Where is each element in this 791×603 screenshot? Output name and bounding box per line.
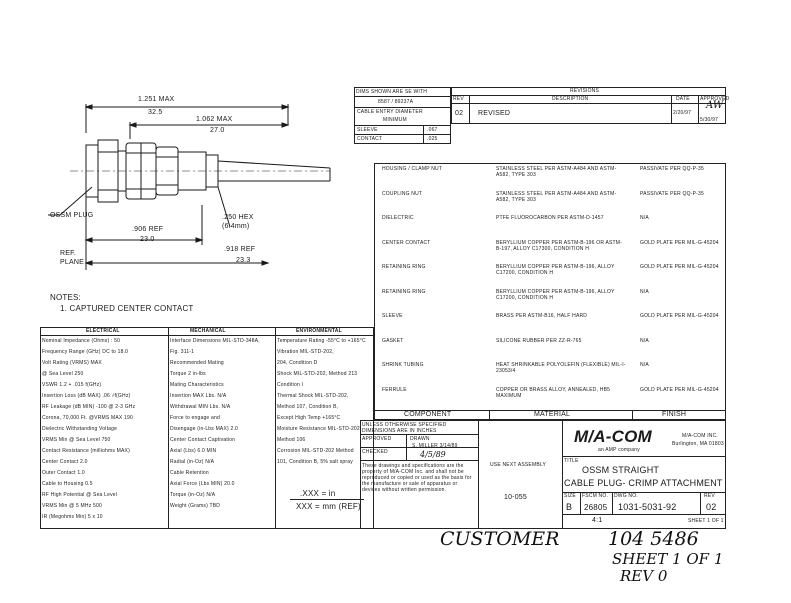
dwg-label: DWG NO. <box>614 493 638 499</box>
dim-overall-mm: 32.5 <box>148 109 163 116</box>
material-material: STAINLESS STEEL PER ASTM-A484 AND ASTM-A582, TYPE 303 <box>496 166 617 178</box>
dim-body-mm: 27.0 <box>210 127 225 134</box>
material-material: BERYLLIUM COPPER PER ASTM-B-196 OR ASTM-B-197, ALLOY C17300, CONDITION H <box>496 239 622 252</box>
mechanical-line: Weight (Grams) TBD <box>170 503 221 509</box>
environmental-line: Vibration MIL-STD-202, <box>277 349 334 355</box>
drawing-title-line2: CABLE PLUG- CRIMP ATTACHMENT <box>564 478 723 488</box>
date-col-header: DATE <box>676 96 690 102</box>
material-finish: N/A <box>640 362 649 368</box>
mechanical-line: Mating Characteristics <box>170 382 224 388</box>
tolerance-note: UNLESS OTHERWISE SPECIFIED DIMENSIONS ARE IN INCHES <box>362 422 447 434</box>
electrical-line: Cable to Housing 0.5 <box>42 481 93 487</box>
dim-hex-in: .250 HEX <box>222 214 254 221</box>
company-name: M/A-COM INC. <box>682 433 719 439</box>
material-finish: GOLD PLATE PER MIL-G-45204 <box>640 313 719 319</box>
material-component: SLEEVE <box>382 313 403 319</box>
electrical-line: IR (Megohms Min) 5 x 10 <box>42 514 103 520</box>
cage-label: FSCM NO. <box>582 493 609 499</box>
size-value: B <box>566 502 573 512</box>
material-component: RETAINING RING <box>382 264 426 270</box>
sleeve-label: SLEEVE <box>357 127 378 133</box>
environmental-line: Moisture Resistance MIL-STD-202, <box>277 426 362 432</box>
mechanical-line: Radial (in-Oz) N/A <box>170 459 215 465</box>
electrical-line: Contact Resistance (milliohms MAX) <box>42 448 130 454</box>
mechanical-line: Insertion MAX Lbs. N/A <box>170 393 227 399</box>
dim-overall-in: 1.251 MAX <box>138 96 175 103</box>
electrical-line: RF High Potential @ Sea Level <box>42 492 118 498</box>
label-ref: REF. <box>60 250 76 257</box>
materials-rows <box>374 166 726 410</box>
material-material: BERYLLIUM COPPER PER ASTM-B-196, ALLOY C17200, CONDITION H <box>496 288 615 301</box>
cable-entry-label: CABLE ENTRY DIAMETER <box>357 109 423 115</box>
material-component: CENTER CONTACT <box>382 239 431 246</box>
spec-ref: 8587 / 89237A <box>378 99 414 105</box>
material-component: SHRINK TUBING <box>382 362 424 368</box>
cable-entry-sub: MINIMUM <box>383 117 407 123</box>
connector-drawing <box>30 95 350 275</box>
mechanical-line: Withdrawal MIN Lbs. N/A <box>170 404 231 410</box>
material-material: STAINLESS STEEL PER ASTM-A484 AND ASTM-A582, TYPE 303 <box>496 190 617 203</box>
environmental-line: Condition I <box>277 382 304 388</box>
used-on-label: USE NEXT ASSEMBLY <box>490 462 547 468</box>
sheet-label: SHEET 1 OF 1 <box>688 518 724 524</box>
mechanical-line: Recommended Mating <box>170 360 224 366</box>
environmental-line: Corrosion MIL-STD-202 Method <box>277 448 354 454</box>
electrical-line: VRMS Min @ Sea Level 750 <box>42 437 111 443</box>
cage-value: 26805 <box>584 503 608 512</box>
dim-ref2-mm: 23.3 <box>236 257 251 264</box>
mechanical-line: Force to engage and <box>170 415 220 421</box>
electrical-line: Volt Rating (VRMS) MAX <box>42 360 102 366</box>
dim-ref2-in: .918 REF <box>224 246 256 253</box>
drawing-title-line1: OSSM STRAIGHT <box>582 465 660 475</box>
environmental-line: 101, Condition B, 5% salt spray <box>277 459 353 465</box>
material-material: BRASS PER ASTM-B16, HALF HARD <box>496 313 588 319</box>
mechanical-line: Cable Retention <box>170 470 209 476</box>
material-component: DIELECTRIC <box>382 215 414 221</box>
material-material: PTFE FLUOROCARBON PER ASTM-D-1457 <box>496 215 604 221</box>
electrical-line: RF Leakage (dB MIN) -100 @ 2-3 GHz <box>42 404 136 410</box>
mechanical-line: Axial (Lbs) 6.0 MIN <box>170 448 217 454</box>
handwritten-rev: REV 0 <box>620 567 668 585</box>
dim-body-in: 1.062 MAX <box>196 116 233 123</box>
material-finish: N/A <box>640 288 649 295</box>
handwritten-sheet: SHEET 1 OF 1 <box>612 550 724 568</box>
proprietary-note: These drawings and specifications are the property of M/A-COM Inc. and shall not be reproduced or copied or used as the basis for the manufacture or sale of apparatus or devices without written permission. <box>362 463 472 493</box>
mechanical-line: Center Contact Captivation <box>170 437 236 443</box>
handwritten-number: 104 5486 <box>608 528 699 550</box>
material-component: RETAINING RING <box>382 288 426 295</box>
company-logo: M/A-COM <box>574 427 652 446</box>
electrical-line: Nominal Impedance (Ohms) : 50 <box>42 338 121 344</box>
rev-value: 02 <box>706 502 717 512</box>
dim-hex-mm: (6.4mm) <box>222 223 250 230</box>
title-label: TITLE <box>564 458 579 464</box>
dim-ref1-mm: 23.0 <box>140 236 155 243</box>
mechanical-line: Interface Dimensions MIL-STD-348A, <box>170 338 260 344</box>
contact-label: CONTACT <box>357 136 383 142</box>
mechanical-line: Torque (in-Oz) N/A <box>170 492 216 498</box>
material-material: SILICONE RUBBER PER ZZ-R-765 <box>496 337 582 344</box>
rev-row-desc: REVISED <box>478 110 511 117</box>
model-number: 10-055 <box>504 494 527 501</box>
sleeve-value: .067 <box>427 127 438 133</box>
label-plane: PLANE <box>60 259 84 266</box>
material-component: COUPLING NUT <box>382 190 423 197</box>
rev-row-date1: 2/20/97 <box>673 110 692 116</box>
mechanical-line: Disengage (in-Lbs MAX) 2.0 <box>170 426 239 432</box>
checked-label: CHECKED <box>362 449 388 455</box>
approval-date: 4/5/89 <box>420 450 446 459</box>
material-material: COPPER OR BRASS ALLOY, ANNEALED, HB5 MAXIMUM <box>496 386 611 399</box>
environmental-line: Temperature Rating -55°C to +165°C <box>277 338 366 344</box>
electrical-line: VSWR 1.2 + .015 f(GHz) <box>42 382 102 388</box>
environmental-header: ENVIRONMENTAL <box>296 328 342 334</box>
desc-col-header: DESCRIPTION <box>552 96 589 102</box>
rev-col-header: REV <box>453 96 464 102</box>
material-finish: GOLD PLATE PER MIL-G-45204 <box>640 239 719 246</box>
approver-initials: AW <box>706 100 724 111</box>
finish-header: FINISH <box>662 411 687 418</box>
material-material: HEAT SHRINKABLE POLYOLEFIN (FLEXIBLE) MIL-I-23053/4 <box>496 362 626 374</box>
environmental-line: Method 106 <box>277 437 306 443</box>
environmental-line: Shock MIL-STD-202, Method 213 <box>277 371 358 377</box>
material-component: HOUSING / CLAMP NUT <box>382 166 443 172</box>
units-inches: .XXX = in <box>300 489 336 498</box>
electrical-line: Insertion Loss (dB MAX) .06 √f(GHz) <box>42 393 131 399</box>
electrical-header: ELECTRICAL <box>86 328 120 334</box>
checker-name: S. MILLER 3/14/89 <box>412 443 458 449</box>
electrical-line: Corona, 70,000 Ft. @VRMS MAX 190 <box>42 415 133 421</box>
material-material: BERYLLIUM COPPER PER ASTM-B-196, ALLOY C17200, CONDITION H <box>496 264 615 276</box>
material-component: GASKET <box>382 337 404 344</box>
approved-col-header: APPROVED <box>700 96 730 102</box>
material-finish: GOLD PLATE PER MIL-G-45204 <box>640 386 719 393</box>
material-component: FERRULE <box>382 386 407 393</box>
dims-note: DIMS SHOWN ARE SE WITH <box>356 89 428 95</box>
mechanical-line: Torque 2 in-lbs <box>170 371 206 377</box>
mechanical-line: Axial Force (Lbs MIN) 20.0 <box>170 481 235 487</box>
approved-label: APPROVED <box>362 436 392 442</box>
material-finish: PASSIVATE PER QQ-P-35 <box>640 166 704 172</box>
electrical-line: Dielectric Withstanding Voltage <box>42 426 118 432</box>
rev-label: REV <box>704 493 715 499</box>
dim-ref1-in: .906 REF <box>132 226 164 233</box>
note-item-1: 1. CAPTURED CENTER CONTACT <box>60 304 194 313</box>
drawing-number: 1031-5031-92 <box>618 502 677 512</box>
electrical-line: @ Sea Level 250 <box>42 371 84 377</box>
units-mm: XXX = mm (REF) <box>296 502 361 511</box>
drawn-label: DRAWN <box>410 436 430 442</box>
revisions-title: REVISIONS <box>570 88 600 94</box>
mechanical-line: Fig. 311-1 <box>170 349 195 355</box>
electrical-line: Frequency Range (GHz) DC to 18.0 <box>42 349 129 355</box>
environmental-line: 204, Condition D <box>277 360 318 366</box>
environmental-line: Thermal Shock MIL-STD-202, <box>277 393 349 399</box>
electrical-line: VRMS Min @ 5 MHz 500 <box>42 503 102 509</box>
material-header: MATERIAL <box>534 411 571 418</box>
electrical-line: Center Contact 2.0 <box>42 459 88 465</box>
notes-title: NOTES: <box>50 293 81 302</box>
environmental-line: Method 107, Condition B, <box>277 404 339 410</box>
material-finish: PASSIVATE PER QQ-P-35 <box>640 190 704 197</box>
component-header: COMPONENT <box>404 411 452 418</box>
material-finish: GOLD PLATE PER MIL-G-45204 <box>640 264 719 270</box>
environmental-line: Except High Temp +165°C <box>277 415 341 421</box>
rev-row-rev: 02 <box>455 110 464 117</box>
electrical-line: Outer Contact 1.0 <box>42 470 85 476</box>
handwritten-customer: CUSTOMER <box>440 528 560 550</box>
label-ossm-plug: OSSM PLUG <box>50 212 94 219</box>
material-finish: N/A <box>640 215 649 221</box>
size-label: SIZE <box>564 493 576 499</box>
company-city: Burlington, MA 01803 <box>672 441 724 447</box>
company-sub: an AMP company <box>598 447 640 453</box>
material-finish: N/A <box>640 337 649 344</box>
mechanical-header: MECHANICAL <box>190 328 226 334</box>
contact-value: .025 <box>427 136 438 142</box>
scale-value: 4:1 <box>592 517 603 524</box>
rev-row-date2: 5/30/97 <box>700 117 719 123</box>
